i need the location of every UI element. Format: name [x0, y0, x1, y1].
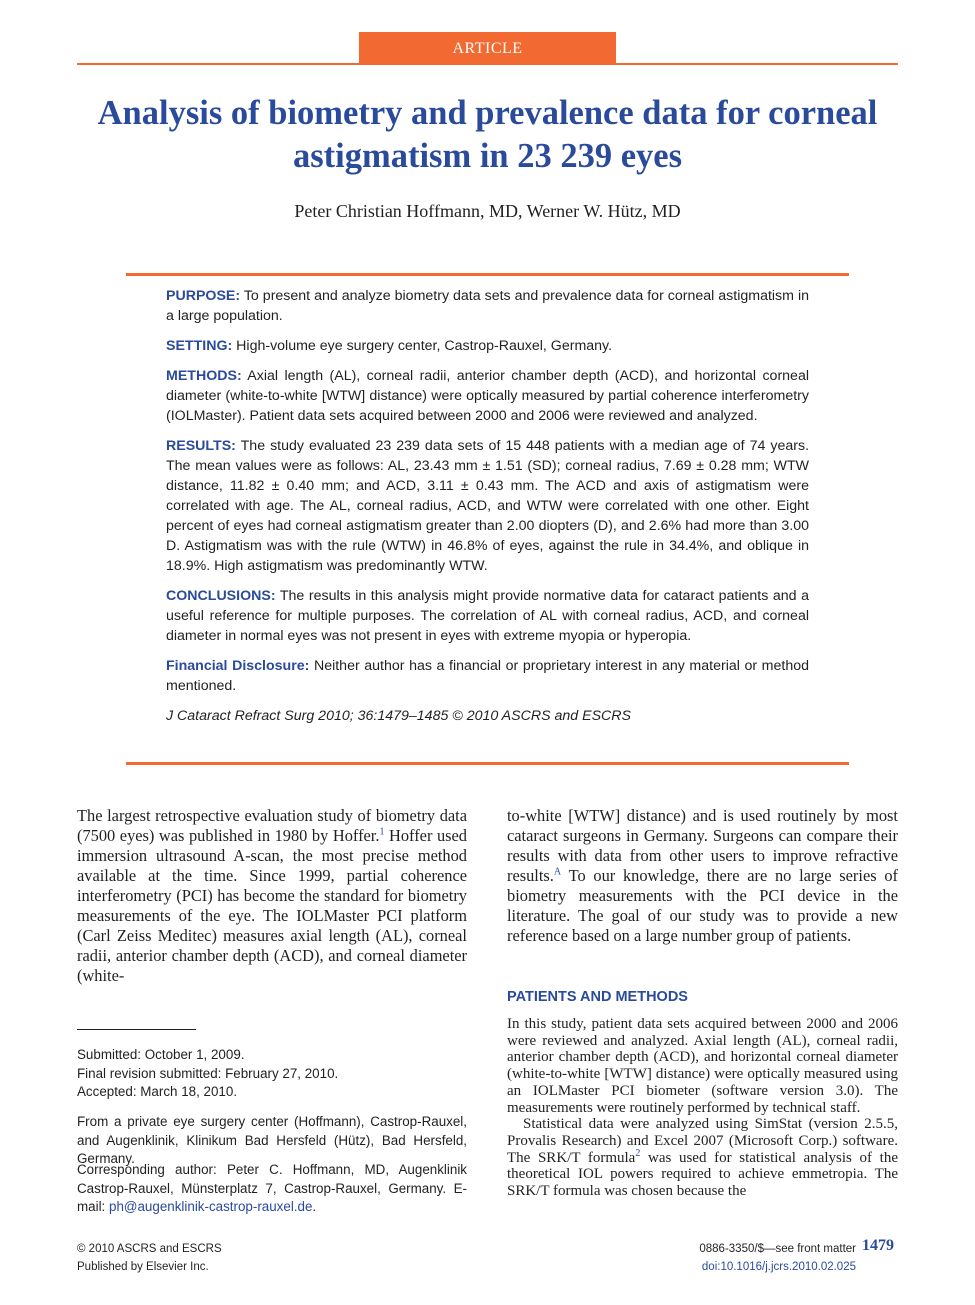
article-title: Analysis of biometry and prevalence data for corneal astigmatism in 23 239 eyes	[97, 94, 878, 175]
intro-cont-text-a: to-white [WTW] distance) and is used routinely by most cataract surgeons in Germany. Surgeons can compare their results with data from other users to improve refractive results.	[507, 806, 898, 885]
abstract-purpose	[166, 286, 809, 326]
purpose-text: To present and analyze biometry data sets and prevalence data for corneal astigmatism in a large population.	[166, 288, 809, 324]
pm-text-a: Statistical data were analyzed using SimStat (version 2.5.5, Provalis Research) and Excel 2007 (Microsoft Corp.) software. The SRK/T formula	[507, 1116, 898, 1166]
abstract-methods	[166, 366, 809, 426]
issn-notice: 0886-3350/$—see front matter	[699, 1243, 856, 1255]
abstract-bottom-rule	[126, 762, 849, 765]
intro-continuation	[507, 806, 898, 946]
body-column-right-intro	[507, 806, 898, 946]
reference-link-a[interactable]: A	[553, 866, 562, 878]
abstract-setting	[166, 336, 809, 356]
abstract-conclusions	[166, 586, 809, 646]
intro-text-a: The largest retrospective evaluation study of biometry data (7500 eyes) was published in 1980 by Hoffer.	[77, 806, 467, 845]
copyright-notice: © 2010 ASCRS and ESCRS	[77, 1243, 222, 1255]
publisher-notice: Published by Elsevier Inc.	[77, 1261, 209, 1273]
submitted-date: Submitted: October 1, 2009.	[77, 1047, 245, 1062]
submission-dates	[77, 1046, 467, 1102]
abstract-top-rule	[126, 273, 849, 276]
abstract-disclosure	[166, 656, 809, 696]
conclusions-text: The results in this analysis might provide normative data for cataract patients and a useful reference for multiple purposes. The correlation of AL with corneal radius, ACD, and corneal diameter in normal eyes was not present in eyes with extreme myopia or hyperopia.	[166, 588, 809, 644]
disclosure-text: Neither author has a financial or proprietary interest in any material or method mentioned.	[166, 658, 809, 694]
body-column-left	[77, 806, 467, 986]
author-list: Peter Christian Hoffmann, MD, Werner W. Hütz, MD	[294, 201, 681, 221]
methods-label: METHODS:	[166, 368, 242, 384]
email-period: .	[312, 1199, 317, 1214]
email-link[interactable]: ph@augenklinik-castrop-rauxel.de	[109, 1199, 313, 1214]
intro-text-b: Hoffer used immersion ultrasound A-scan, the most precise method available at the time. Since 1999, partial coherence interferometry (PCI) has become the standard for biometry measurements of the eye. The IOLMaster PCI platform (Carl Zeiss Meditec) measures axial length (AL), corneal radii, anterior chamber depth (ACD), and corneal diameter (white-	[77, 826, 467, 985]
abstract-results	[166, 436, 809, 576]
reference-link-2[interactable]: 2	[635, 1147, 641, 1159]
pm-paragraph-2	[507, 1116, 898, 1200]
patients-methods-text	[507, 1016, 898, 1200]
disclosure-label: Financial Disclosure:	[166, 658, 310, 674]
conclusions-label: CONCLUSIONS:	[166, 588, 276, 604]
page-number: 1479	[862, 1237, 894, 1254]
pm-text-b: was used for statistical analysis of the theoretical IOL powers required to achieve emmetropia. The SRK/T formula was chosen because the	[507, 1149, 898, 1200]
abstract	[166, 286, 809, 736]
setting-text: High-volume eye surgery center, Castrop-Rauxel, Germany.	[236, 338, 613, 354]
setting-label: SETTING:	[166, 338, 233, 354]
pm-paragraph-1: In this study, patient data sets acquired between 2000 and 2006 were reviewed and analyzed. Axial length (AL), corneal radii, anterior chamber depth (ACD), and horizontal corneal diameter (white-to-white [WTW] distance) were optically measured using an IOLMaster PCI biometer (software version 3.0). The measurements were routinely performed by technical staff.	[507, 1016, 898, 1116]
accepted-date: Accepted: March 18, 2010.	[77, 1084, 238, 1099]
methods-text: Axial length (AL), corneal radii, anterior chamber depth (ACD), and horizontal corneal diameter (white-to-white [WTW] distance) were optically measured by partial coherence interferometry (IOLMaster). Patient data sets acquired between 2000 and 2006 were reviewed and analyzed.	[166, 368, 809, 424]
article-tag: ARTICLE	[359, 32, 616, 65]
purpose-label: PURPOSE:	[166, 288, 241, 304]
affiliation: From a private eye surgery center (Hoffmann), Castrop-Rauxel, and Augenklinik, Klinikum Bad Hersfeld (Hütz), Bad Hersfeld, Germany.	[77, 1114, 467, 1166]
results-text: The study evaluated 23 239 data sets of 15 448 patients with a median age of 74 years. The mean values were as follows: AL, 23.43 mm ± 1.51 (SD); corneal radius, 7.69 ± 0.28 mm; WTW distance, 11.82 ± 0.40 mm; and ACD, 3.11 ± 0.43 mm. The ACD and axis of astigmatism were correlated with age. The AL, corneal radius, ACD, and WTW were correlated with one other. Eight percent of eyes had corneal astigmatism greater than 2.00 diopters (D), and 2.6% had more than 3.00 D. Astigmatism was with the rule (WTW) in 46.8% of eyes, against the rule in 34.4%, and oblique in 18.9%. High astigmatism was predominantly WTW.	[166, 438, 810, 574]
corresponding-text: Corresponding author: Peter C. Hoffmann, MD, Augenklinik Castrop-Rauxel, Münsterplatz 7, Castrop-Rauxel, Germany. E-mail:	[77, 1162, 467, 1214]
intro-paragraph	[77, 806, 467, 986]
footnote-rule	[77, 1029, 196, 1030]
doi-link[interactable]: doi:10.1016/j.jcrs.2010.02.025	[701, 1261, 856, 1273]
journal-citation: J Cataract Refract Surg 2010; 36:1479–1485 © 2010 ASCRS and ESCRS	[166, 708, 631, 724]
revision-date: Final revision submitted: February 27, 2010.	[77, 1065, 339, 1081]
reference-link-1[interactable]: 1	[379, 826, 385, 838]
results-label: RESULTS:	[166, 438, 236, 454]
section-heading-patients-methods: PATIENTS AND METHODS	[507, 989, 688, 1005]
footer-left	[77, 1240, 222, 1276]
corresponding-author	[77, 1161, 467, 1217]
header-rule	[77, 63, 898, 65]
intro-cont-text-b: To our knowledge, there are no large series of biometry measurements with the PCI device in the literature. The goal of our study was to provide a new reference based on a large number group of patients.	[507, 866, 898, 945]
footer-right	[560, 1240, 856, 1276]
